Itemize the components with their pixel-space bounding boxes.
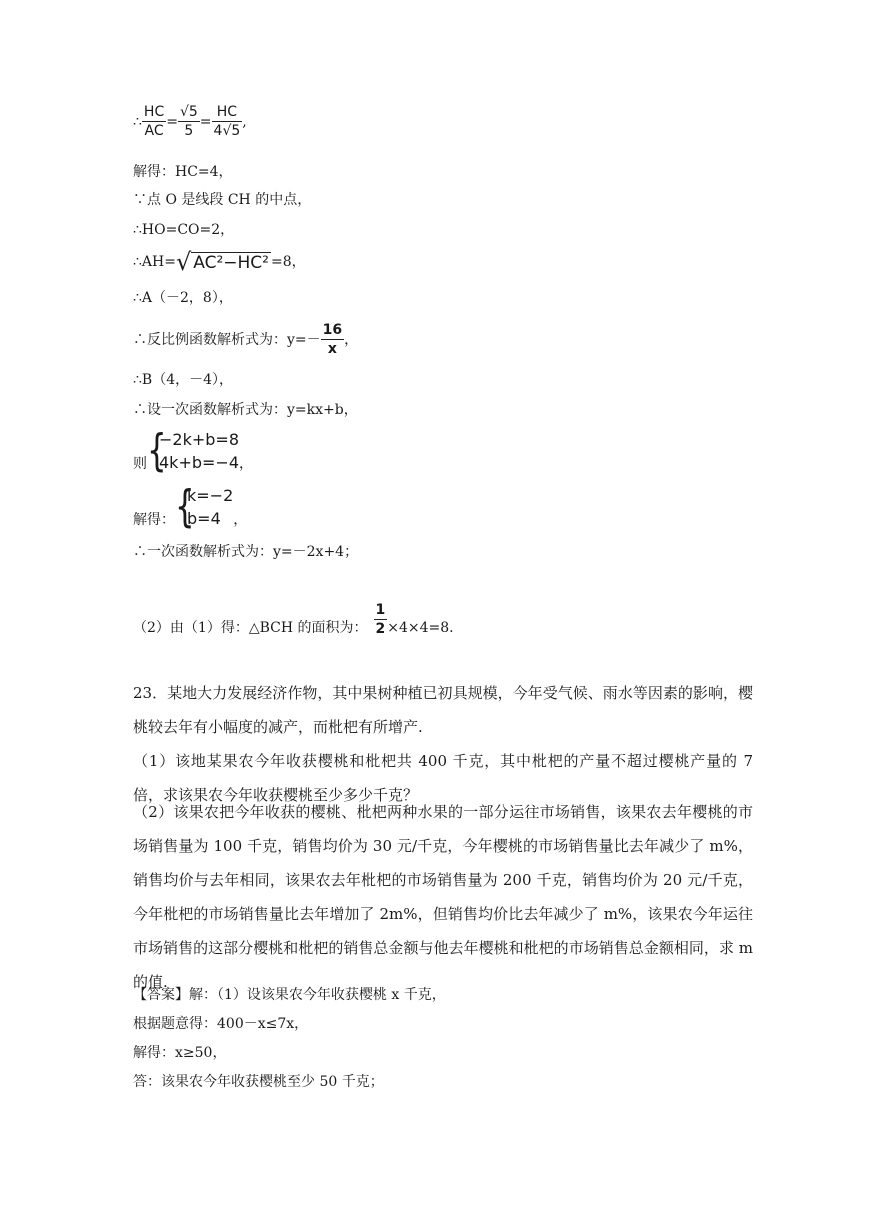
comma: , xyxy=(242,114,247,130)
fraction-16-x xyxy=(321,322,344,358)
solution-line: ∴B（4，－4）， xyxy=(133,372,234,388)
ah-label: ∴AH= xyxy=(133,254,176,270)
fraction-hc-4sqrt5 xyxy=(212,104,243,140)
inverse-function-line xyxy=(133,322,358,358)
solution-line: ∴A（－2，8）， xyxy=(133,290,233,306)
area-result: ×4×4=8. xyxy=(387,620,454,636)
solution-line: ∵点 O 是线段 CH 的中点， xyxy=(133,192,312,208)
answer-line: 【答案】解：（1）设该果农今年收获樱桃 x 千克， xyxy=(133,987,446,1003)
therefore-symbol: ∴ xyxy=(133,114,142,130)
equation-row: −2k+b=8 xyxy=(159,430,239,449)
solution-system-line xyxy=(133,481,248,532)
solution-line: 解得：HC=4， xyxy=(133,164,233,180)
fraction-denominator: 5 xyxy=(184,123,194,139)
solution-system xyxy=(175,481,234,532)
fraction-numerator: 16 xyxy=(322,322,343,338)
comma: ， xyxy=(233,512,248,528)
answer-line: 根据题意得：400－x≤7x， xyxy=(133,1016,309,1032)
solve-label: 解得： xyxy=(133,512,175,528)
result-value: =8， xyxy=(271,254,306,270)
fraction-denominator: 2 xyxy=(375,621,386,637)
fraction-half xyxy=(374,602,388,638)
then-label: 则 xyxy=(133,456,147,472)
equals-sign: = xyxy=(199,114,212,130)
comma: ， xyxy=(344,332,359,348)
ratio-equation xyxy=(133,104,247,140)
question-23-part2: （2）该果农把今年收获的樱桃、枇杷两种水果的一部分运往市场销售，该果农去年樱桃的市场销售量为 100 千克，销售均价为 30 元/千克，今年樱桃的市场销售量比去年减少了 m%，销售均价与去年相同，该果农去年枇杷的市场销售量为 200 千克，销售均价为 20 元/千克，今年枇杷的市场销售量比去年增加了 2m%，但销售均价比去年减少了 m%，该果农今年运往市场销售的这部分樱桃和枇杷的销售总金额与他去年樱桃和枇杷的市场销售总金额相同，求 m 的值. xyxy=(133,803,753,991)
fraction-hc-ac xyxy=(142,104,166,140)
equals-sign: = xyxy=(166,114,178,130)
sqrt-equation xyxy=(133,250,306,274)
fraction-numerator: HC xyxy=(143,104,165,120)
fraction-denominator: x xyxy=(327,341,337,357)
equation-row: b=4 xyxy=(187,509,221,528)
fraction-numerator: HC xyxy=(212,104,243,122)
fraction-denominator: 4√5 xyxy=(213,123,241,139)
equation-row: 4k+b=−4 xyxy=(159,453,239,472)
part2-text: （2）由（1）得：△BCH 的面积为： xyxy=(133,620,368,636)
fraction-denominator: AC xyxy=(144,123,164,139)
equation-system-line xyxy=(133,425,253,476)
answer-line: 答：该果农今年收获樱桃至少 50 千克； xyxy=(133,1074,384,1090)
brace-icon: { xyxy=(175,481,195,532)
square-root xyxy=(176,250,271,274)
brace-icon: { xyxy=(147,425,167,476)
equation-system xyxy=(147,425,239,476)
solution-line: ∴设一次函数解析式为：y=kx+b， xyxy=(133,402,358,418)
radical-sign: √ xyxy=(175,248,192,276)
solution-line: ∴HO=CO=2， xyxy=(133,222,235,238)
question-23-part1: （1）该地某果农今年收获樱桃和枇杷共 400 千克，其中枇杷的产量不超过樱桃产量的 7 倍，求该果农今年收获樱桃至少多少千克？ xyxy=(133,752,753,804)
radicand: AC²−HC² xyxy=(193,252,269,273)
fraction-numerator: √5 xyxy=(179,104,198,120)
part2-line xyxy=(133,602,454,638)
comma: ， xyxy=(239,456,253,472)
equation-row: k=−2 xyxy=(187,486,234,505)
inverse-function-text: ∴反比例函数解析式为：y=－ xyxy=(133,332,321,348)
answer-line: 解得：x≥50， xyxy=(133,1045,227,1061)
question-23-stem: 23．某地大力发展经济作物，其中果树种植已初具规模，今年受气候、雨水等因素的影响，樱桃较去年有小幅度的减产，而枇杷有所增产. xyxy=(133,684,753,736)
fraction-numerator: 1 xyxy=(375,602,386,618)
fraction-sqrt5-5 xyxy=(178,104,200,140)
solution-line: ∴一次函数解析式为：y=－2x+4； xyxy=(133,544,359,560)
